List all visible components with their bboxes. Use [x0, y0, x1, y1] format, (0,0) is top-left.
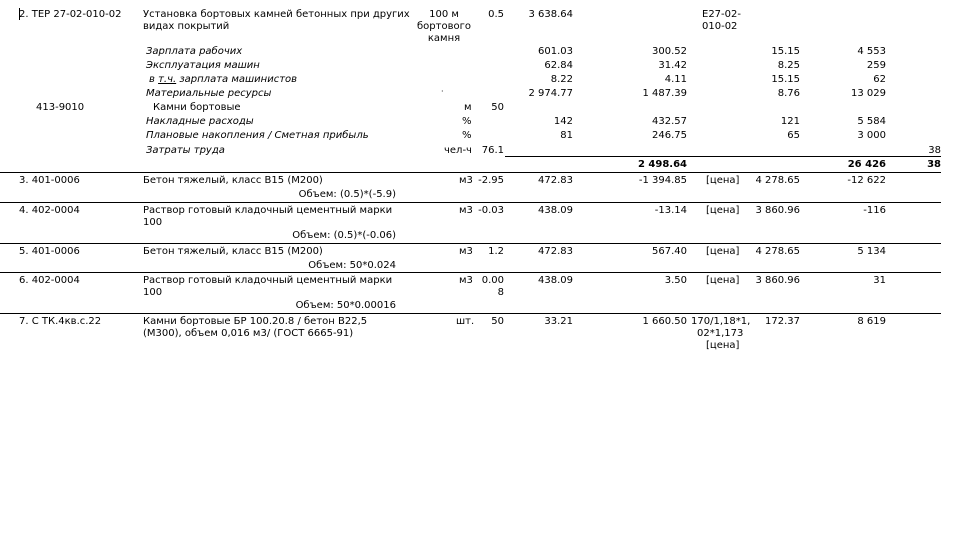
row-total: -1 394.85	[638, 175, 687, 186]
row-unit: м3	[459, 175, 473, 186]
sub-unit: %	[462, 116, 472, 127]
row-qty: 0.5	[488, 9, 504, 20]
sub-unit: %	[462, 130, 472, 141]
sub-coef: 8.25	[777, 60, 800, 71]
row-number: 7. С ТК.4кв.с.22	[19, 316, 102, 327]
sub-current: 13 029	[851, 88, 886, 99]
sub-base: 2 974.77	[528, 88, 573, 99]
row-volume: Объем: (0.5)*(-0.06)	[292, 230, 396, 241]
row-coef: 172.37	[765, 316, 800, 327]
sub-current: 5 584	[857, 116, 886, 127]
row-base-price: 438.09	[538, 205, 573, 216]
row-index: [цена]	[706, 205, 740, 216]
sub-coef: 8.76	[777, 88, 800, 99]
row-divider	[0, 272, 941, 273]
row-divider	[0, 243, 941, 244]
row-number: 4. 402-0004	[19, 205, 80, 216]
row-name: 100	[143, 217, 163, 228]
row-qty: 1.2	[488, 246, 504, 257]
row-coef: 3 860.96	[755, 275, 800, 286]
row-base-price: 472.83	[538, 175, 573, 186]
sub-total: 1 487.39	[642, 88, 687, 99]
row-index: 010-02	[702, 21, 738, 32]
resource-name: Камни бортовые	[153, 102, 241, 113]
row-qty: -2.95	[478, 175, 504, 186]
sub-label: Затраты труда	[146, 145, 225, 156]
resource-code: 413-9010	[36, 102, 85, 113]
row-name: Раствор готовый кладочный цементный марки	[143, 275, 393, 286]
row-name: Бетон тяжелый, класс В15 (М200)	[143, 246, 323, 257]
sub-total: 31.42	[658, 60, 687, 71]
row-name: видах покрытий	[143, 21, 230, 32]
row-number: 6. 402-0004	[19, 275, 80, 286]
row-name: Камни бортовые БР 100.20.8 / бетон В22,5	[143, 316, 368, 327]
sub-label: Плановые накопления / Сметная прибыль	[146, 130, 369, 141]
row-current: -116	[863, 205, 886, 216]
row-qty: 8	[497, 287, 504, 298]
row-current: -12 622	[847, 175, 886, 186]
row-coef: 4 278.65	[755, 175, 800, 186]
sub-current: 259	[866, 60, 886, 71]
sub-label: в т.ч. зарплата машинистов	[149, 74, 298, 85]
row-qty: 0.00	[481, 275, 504, 286]
row-index: [цена]	[706, 175, 740, 186]
row-unit: шт.	[456, 316, 475, 327]
sub-end: 38	[928, 145, 941, 156]
row-unit: камня	[427, 33, 461, 44]
row-total: -13.14	[654, 205, 687, 216]
sub-coef: 15.15	[771, 74, 800, 85]
row-current: 5 134	[857, 246, 886, 257]
row-index: Е27-02-	[702, 9, 741, 20]
row-volume: Объем: 50*0.00016	[295, 300, 396, 311]
row-divider	[0, 202, 941, 203]
subtotal-line	[505, 156, 941, 157]
row-current: 31	[873, 275, 886, 286]
row-number: 5. 401-0006	[19, 246, 80, 257]
sub-total: 300.52	[652, 46, 687, 57]
sub-qty: 76.1	[481, 145, 504, 156]
sub-total: 432.57	[652, 116, 687, 127]
row-total: 1 660.50	[642, 316, 687, 327]
sub-unit: чел-ч	[444, 145, 472, 156]
row-name: (М300), объем 0,016 м3/ (ГОСТ 6665-91)	[143, 328, 354, 339]
row-coef: 3 860.96	[755, 205, 800, 216]
row-number: 2. ТЕР 27-02-010-02	[19, 9, 122, 20]
row-total: 3.50	[664, 275, 687, 286]
sub-coef: 15.15	[771, 46, 800, 57]
sub-total: 4.11	[664, 74, 687, 85]
row-qty: -0.03	[478, 205, 504, 216]
sub-base: 142	[553, 116, 573, 127]
row-index: [цена]	[706, 246, 740, 257]
sub-current: 4 553	[857, 46, 886, 57]
sub-base: 601.03	[538, 46, 573, 57]
row-base-price: 472.83	[538, 246, 573, 257]
row-name: 100	[143, 287, 163, 298]
sum-total: 2 498.64	[637, 159, 687, 170]
sub-base: 81	[560, 130, 573, 141]
row-current: 8 619	[857, 316, 886, 327]
sub-label: Материальные ресурсы	[146, 88, 272, 99]
row-name: Бетон тяжелый, класс В15 (М200)	[143, 175, 323, 186]
sub-label: Зарплата рабочих	[146, 46, 243, 57]
row-volume: Объем: 50*0.024	[308, 260, 396, 271]
row-index: [цена]	[706, 340, 740, 351]
row-coef: 4 278.65	[755, 246, 800, 257]
sub-base: 8.22	[550, 74, 573, 85]
row-index: [цена]	[706, 275, 740, 286]
row-base-price: 3 638.64	[528, 9, 573, 20]
sub-current: 3 000	[857, 130, 886, 141]
sub-label: Накладные расходы	[146, 116, 254, 127]
row-unit: м3	[459, 246, 473, 257]
sum-current: 26 426	[847, 159, 886, 170]
sub-label: Эксплуатация машин	[146, 60, 260, 71]
row-divider	[0, 172, 941, 173]
sub-total: 246.75	[652, 130, 687, 141]
row-index: 170/1,18*1,	[691, 316, 751, 327]
sub-base: 62.84	[544, 60, 573, 71]
sub-coef: 65	[787, 130, 800, 141]
sum-end: 38	[927, 159, 941, 170]
row-index: 02*1,173	[697, 328, 744, 339]
resource-qty: 50	[491, 102, 504, 113]
row-unit: бортового	[417, 21, 471, 32]
row-volume: Объем: (0.5)*(-5.9)	[298, 189, 396, 200]
row-base-price: 33.21	[544, 316, 573, 327]
row-divider	[0, 313, 941, 314]
resource-unit: м	[464, 102, 472, 113]
row-unit: м3	[459, 275, 473, 286]
row-unit: 100 м	[429, 9, 459, 20]
row-total: 567.40	[652, 246, 687, 257]
row-name: Раствор готовый кладочный цементный марки	[143, 205, 393, 216]
row-base-price: 438.09	[538, 275, 573, 286]
row-number: 3. 401-0006	[19, 175, 80, 186]
sub-coef: 121	[780, 116, 800, 127]
sub-current: 62	[873, 74, 886, 85]
dot-mark: ·	[441, 87, 444, 96]
row-qty: 50	[491, 316, 504, 327]
row-name: Установка бортовых камней бетонных при других	[143, 9, 410, 20]
row-unit: м3	[459, 205, 473, 216]
